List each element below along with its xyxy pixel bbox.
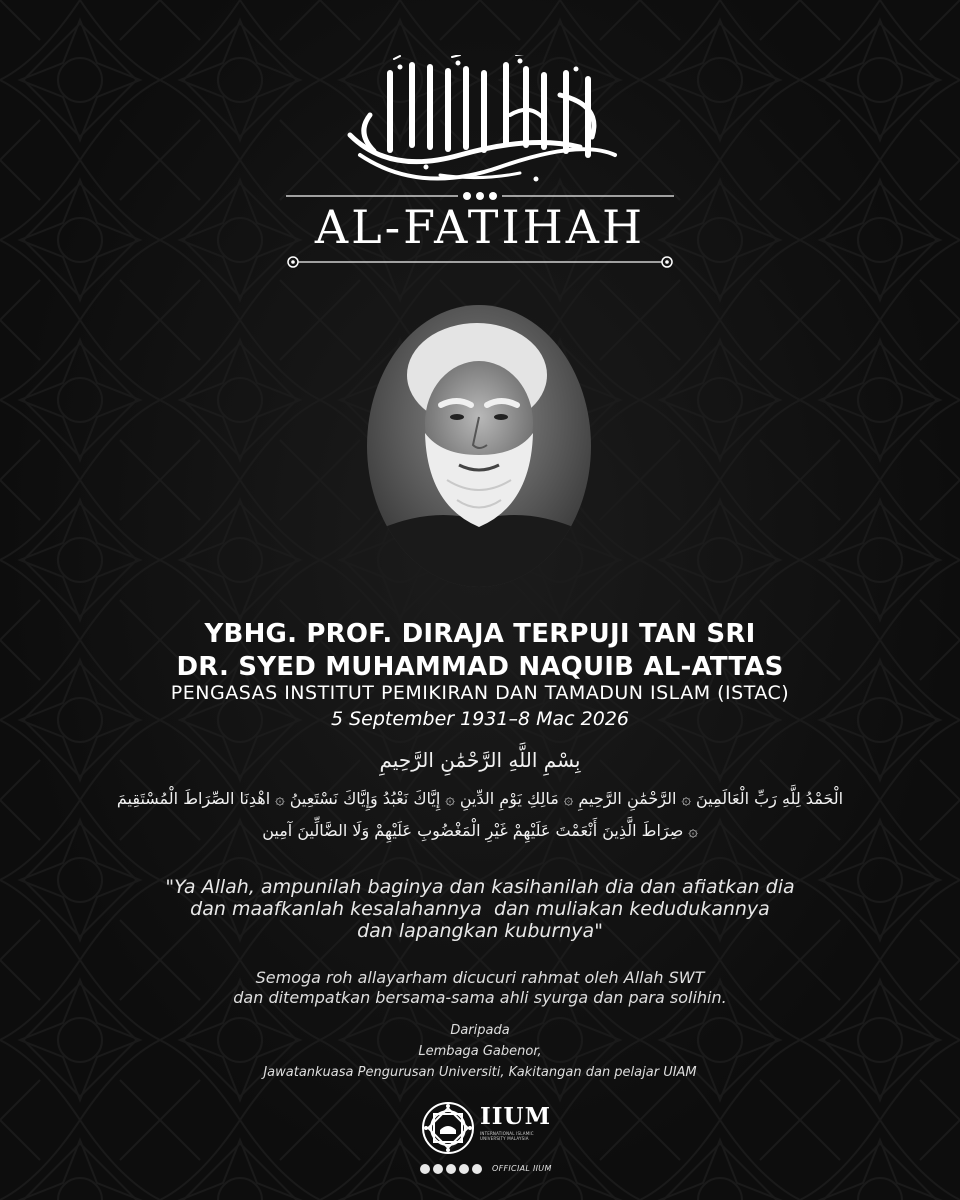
name-line-2: DR. SYED MUHAMMAD NAQUIB AL-ATTAS <box>176 652 784 682</box>
fatihah-verse-line-1: الْحَمْدُ لِلَّهِ رَبِّ الْعَالَمِينَ ۞ الرَّحْمَٰنِ الرَّحِيمِ ۞ مَالِكِ يَوْمِ الدِّينِ ۞ إِيَّاكَ نَعْبُدُ وَإِيَّاكَ نَسْتَعِينُ ۞ اهْدِنَا الصِّرَاطَ الْمُسْتَقِيمَ <box>116 789 844 808</box>
page-title: AL-FATIHAH <box>314 200 646 254</box>
portrait-photo <box>367 305 591 587</box>
sender-line-1: Lembaga Gabenor, <box>418 1044 542 1059</box>
social-links <box>420 1164 580 1176</box>
prayer-line-2: dan maafkanlah kesalahannya dan muliakan kedudukannya <box>190 898 770 920</box>
sender-block <box>0 1020 960 1083</box>
basmala: بِسْمِ اللَّهِ الرَّحْمَٰنِ الرَّحِيمِ <box>379 748 581 772</box>
prayer-line-3: dan lapangkan kuburnya" <box>357 920 603 942</box>
condolence-line-1: Semoga roh allayarham dicucuri rahmat oleh Allah SWT <box>255 968 705 987</box>
iium-logo <box>420 1100 550 1156</box>
name-line-1: YBHG. PROF. DIRAJA TERPUJI TAN SRI <box>204 619 756 649</box>
x-icon[interactable] <box>446 1164 456 1174</box>
sender-label: Daripada <box>450 1023 510 1038</box>
condolence-text <box>0 968 960 1008</box>
divider-bottom <box>286 252 674 272</box>
sender-line-2: Jawatankuasa Pengurusan Universiti, Kakitangan dan pelajar UIAM <box>263 1065 697 1080</box>
fatihah-verse-line-2: ۞ صِرَاطَ الَّذِينَ أَنْعَمْتَ عَلَيْهِمْ غَيْرِ الْمَغْضُوبِ عَلَيْهِمْ وَلَا الضَّالِّينَ آمِين <box>262 821 698 840</box>
calligraphy-inna-lillahi <box>330 55 630 190</box>
iium-emblem-icon <box>420 1100 476 1156</box>
youtube-icon[interactable] <box>420 1164 430 1174</box>
life-dates: 5 September 1931–8 Mac 2026 <box>330 708 630 730</box>
logo-wordmark: IIUM <box>480 1103 552 1130</box>
instagram-icon[interactable] <box>459 1164 469 1174</box>
condolence-line-2: dan ditempatkan bersama-sama ahli syurga dan para solihin. <box>233 988 727 1007</box>
role-subtitle: PENGASAS INSTITUT PEMIKIRAN DAN TAMADUN ISLAM (ISTAC) <box>170 682 790 704</box>
official-handle: OFFICIAL IIUM <box>492 1164 552 1173</box>
logo-subtitle: INTERNATIONAL ISLAMIC UNIVERSITY MALAYSIA <box>480 1131 534 1141</box>
tiktok-icon[interactable] <box>472 1164 482 1174</box>
prayer-line-1: "Ya Allah, ampunilah baginya dan kasihanilah dia dan afiatkan dia <box>165 876 795 898</box>
prayer-text <box>0 876 960 942</box>
facebook-icon[interactable] <box>433 1164 443 1174</box>
